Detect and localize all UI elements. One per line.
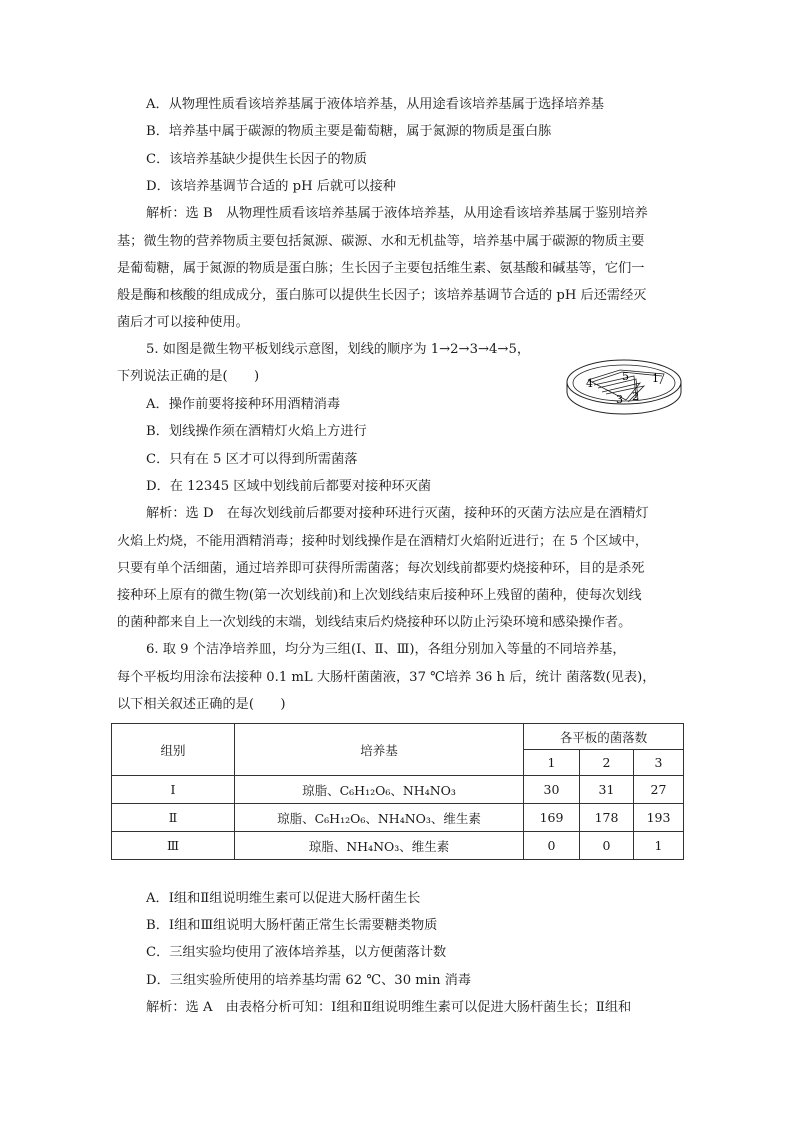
q5-analysis-line: 只要有单个活细菌，通过培养即可获得所需菌落；每次划线前都要灼烧接种环，目的是杀死 [117, 561, 645, 576]
q4-option-a: A．从物理性质看该培养基属于液体培养基，从用途看该培养基属于选择培养基 [146, 97, 604, 112]
header-group: 组别 [112, 724, 235, 776]
q6-analysis-line: 解析：选 A 由表格分析可知：Ⅰ组和Ⅱ组说明维生素可以促进大肠杆菌生长；Ⅱ组和 [146, 1000, 632, 1015]
streak-label-1: 1 [652, 372, 659, 385]
q4-analysis-line: 是葡萄糖，属于氮源的物质是蛋白胨；生长因子主要包括维生素、氨基酸和碱基等，它们一 [117, 261, 645, 276]
cell-count: 1 [634, 832, 684, 860]
streak-label-2: 2 [632, 390, 639, 403]
q4-analysis-line: 菌后才可以接种使用。 [117, 315, 249, 330]
q5-option-b: B．划线操作须在酒精灯火焰上方进行 [146, 424, 367, 439]
q4-option-b: B．培养基中属于碳源的物质主要是葡萄糖，属于氮源的物质是蛋白胨 [146, 124, 552, 139]
cell-medium: 琼脂、C₆H₁₂O₆、NH₄NO₃ [235, 776, 524, 804]
q5-analysis-line: 接种环上原有的微生物(第一次划线前)和上次划线结束后接种环上残留的菌种，使每次划线 [117, 588, 642, 603]
q4-analysis-line: 解析：选 B 从物理性质看该培养基属于液体培养基，从用途看该培养基属于鉴别培养 [146, 206, 648, 221]
q5-analysis-line: 的菌种都来自上一次划线的末端，划线结束后灼烧接种环以防止污染环境和感染操作者。 [117, 615, 632, 630]
table-row [112, 804, 684, 832]
cell-group: Ⅲ [112, 832, 235, 860]
table-row [112, 776, 684, 804]
header-plate: 1 [524, 750, 580, 776]
q5-stem: 下列说法正确的是( ) [117, 369, 260, 384]
q5-stem: 5. 如图是微生物平板划线示意图，划线的顺序为 1→2→3→4→5， [146, 342, 531, 357]
header-plate: 3 [634, 750, 684, 776]
cell-count: 0 [524, 832, 580, 860]
header-counts: 各平板的菌落数 [524, 724, 684, 750]
q6-option-d: D．三组实验所使用的培养基均需 62 ℃、30 min 消毒 [146, 973, 472, 988]
q4-option-c: C．该培养基缺少提供生长因子的物质 [146, 152, 368, 167]
cell-count: 0 [580, 832, 634, 860]
q5-option-a: A．操作前要将接种环用酒精消毒 [146, 397, 341, 412]
header-plate: 2 [580, 750, 634, 776]
cell-count: 31 [580, 776, 634, 804]
cell-count: 30 [524, 776, 580, 804]
q4-analysis-line: 基；微生物的营养物质主要包括氮源、碳源、水和无机盐等，培养基中属于碳源的物质主要 [117, 234, 645, 249]
cell-count: 193 [634, 804, 684, 832]
q5-option-d: D．在 12345 区域中划线前后都要对接种环灭菌 [146, 479, 432, 494]
streak-label-3: 3 [616, 393, 623, 406]
cell-medium: 琼脂、C₆H₁₂O₆、NH₄NO₃、维生素 [235, 804, 524, 832]
table-row [112, 832, 684, 860]
colony-count-table [111, 723, 684, 860]
cell-medium: 琼脂、NH₄NO₃、维生素 [235, 832, 524, 860]
cell-group: Ⅱ [112, 804, 235, 832]
q6-stem: 以下相关叙述正确的是( ) [117, 697, 286, 712]
cell-count: 27 [634, 776, 684, 804]
q5-analysis-line: 火焰上灼烧，不能用酒精消毒；接种时划线操作是在酒精灯火焰附近进行；在 5 个区域中， [117, 534, 649, 549]
cell-count: 178 [580, 804, 634, 832]
q6-option-a: A．Ⅰ组和Ⅱ组说明维生素可以促进大肠杆菌生长 [146, 891, 421, 906]
q6-stem: 6. 取 9 个洁净培养皿，均分为三组(Ⅰ、Ⅱ、Ⅲ)，各组分别加入等量的不同培养基， [146, 642, 626, 657]
streak-label-5: 5 [622, 370, 629, 383]
header-medium: 培养基 [235, 724, 524, 776]
cell-count: 169 [524, 804, 580, 832]
streak-plate-figure [564, 352, 684, 422]
streak-label-4: 4 [586, 377, 593, 390]
q4-option-d: D．该培养基调节合适的 pH 后就可以接种 [146, 179, 396, 194]
q6-option-b: B．Ⅰ组和Ⅲ组说明大肠杆菌正常生长需要糖类物质 [146, 918, 438, 933]
q5-option-c: C．只有在 5 区才可以得到所需菌落 [146, 452, 358, 467]
cell-group: Ⅰ [112, 776, 235, 804]
q6-stem: 每个平板均用涂布法接种 0.1 mL 大肠杆菌菌液，37 ℃培养 36 h 后，统计 菌落数(见表)， [117, 670, 656, 685]
q4-analysis-line: 般是酶和核酸的组成成分，蛋白胨可以提供生长因子；该培养基调节合适的 pH 后还需经灭 [117, 288, 647, 303]
q6-option-c: C．三组实验均使用了液体培养基，以方便菌落计数 [146, 945, 447, 960]
q5-analysis-line: 解析：选 D 在每次划线前后都要对接种环进行灭菌，接种环的灭菌方法应是在酒精灯 [146, 506, 649, 521]
